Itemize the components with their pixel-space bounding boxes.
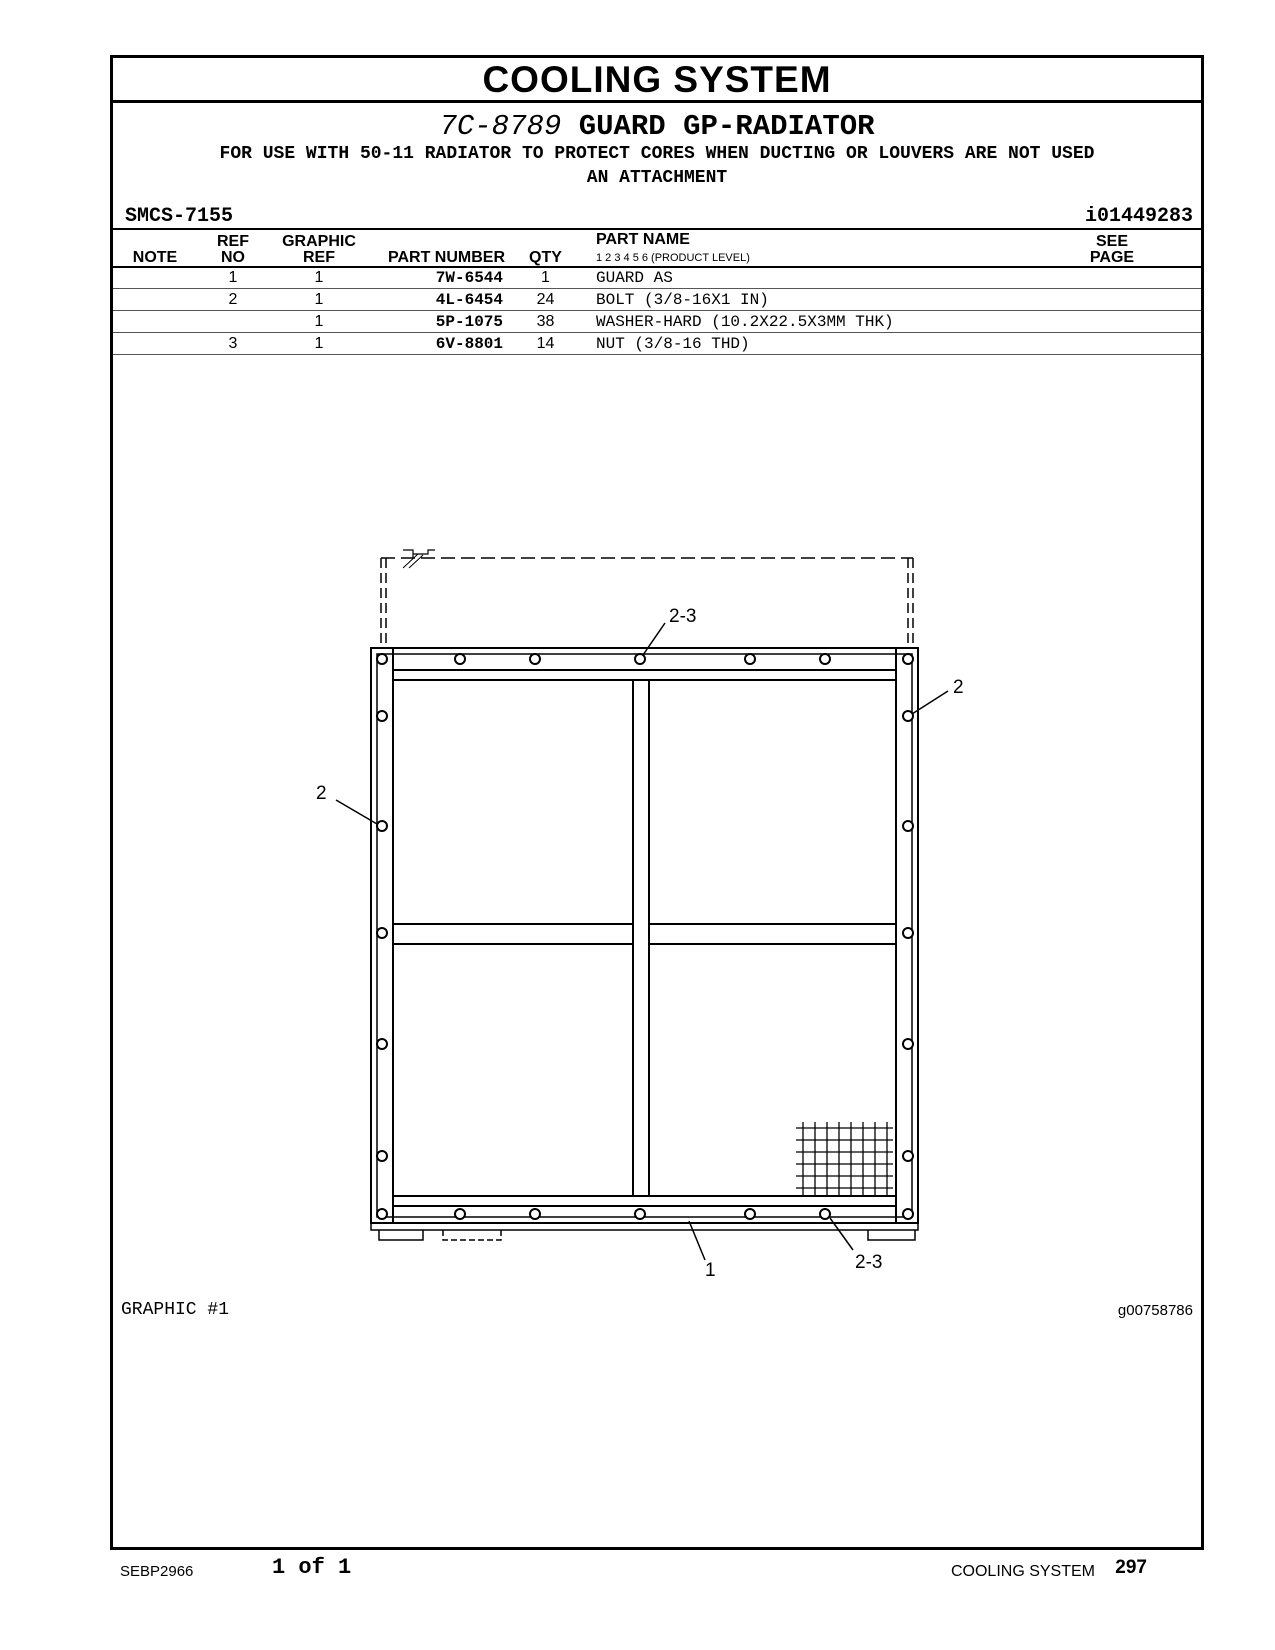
page-frame (110, 55, 1204, 1550)
row-part-number: 5P-1075 (435, 313, 503, 331)
graphic-label: GRAPHIC #1 (121, 1300, 230, 1320)
row-graphic-ref: 1 (314, 291, 324, 308)
footer-document-number: SEBP2966 (120, 1563, 194, 1580)
document-identifier: i01449283 (1084, 205, 1193, 228)
callout-guard-assembly: 1 (705, 1260, 716, 1281)
col-ref-no-bottom: NO (221, 249, 245, 266)
callout-right-bolt: 2 (953, 677, 964, 698)
part-heading-number: 7C-8789 (439, 110, 562, 143)
col-product-level: 1 2 3 4 5 6 (PRODUCT LEVEL) (596, 252, 750, 264)
footer-section-name: COOLING SYSTEM (950, 1563, 1095, 1580)
row-ref-no: 1 (228, 269, 238, 286)
col-part-name: PART NAME (596, 231, 690, 248)
col-see-page-top: SEE (1095, 233, 1128, 250)
row-qty: 14 (536, 335, 555, 352)
graphic-id: g00758786 (1117, 1302, 1193, 1319)
row-part-name: NUT (3/8-16 THD) (596, 335, 750, 353)
row-part-name: WASHER-HARD (10.2X22.5X3MM THK) (596, 313, 894, 331)
footer-page-count: 1 of 1 (272, 1555, 352, 1580)
col-note: NOTE (132, 249, 178, 266)
callout-bottom-bolt: 2-3 (855, 1252, 883, 1273)
part-heading-title: GUARD GP-RADIATOR (578, 110, 875, 143)
col-ref-no-top: REF (217, 233, 249, 250)
callout-left-bolt: 2 (316, 783, 327, 804)
row-part-name: BOLT (3/8-16X1 IN) (596, 291, 769, 309)
row-part-name: GUARD AS (596, 269, 673, 287)
col-qty: QTY (529, 249, 562, 266)
callout-top-bolt: 2-3 (669, 606, 697, 627)
row-qty: 24 (536, 291, 555, 308)
description-line-1: FOR USE WITH 50-11 RADIATOR TO PROTECT CORES WHEN DUCTING OR LOUVERS ARE NOT USED (219, 144, 1095, 164)
row-part-number: 6V-8801 (435, 335, 503, 353)
row-graphic-ref: 1 (314, 335, 324, 352)
row-qty: 38 (536, 313, 555, 330)
row-part-number: 4L-6454 (435, 291, 503, 309)
col-graphic-ref-bottom: REF (303, 249, 335, 266)
col-see-page-bottom: PAGE (1089, 249, 1135, 266)
footer-page-number: 297 (1115, 1557, 1147, 1578)
smcs-code: SMCS-7155 (125, 205, 234, 228)
row-ref-no: 2 (228, 291, 238, 308)
section-title: COOLING SYSTEM (482, 59, 832, 100)
col-graphic-ref-top: GRAPHIC (282, 233, 356, 250)
row-qty: 1 (541, 269, 550, 286)
col-part-number: PART NUMBER (387, 249, 505, 266)
row-ref-no: 3 (228, 335, 238, 352)
description-line-2: AN ATTACHMENT (586, 168, 728, 188)
row-part-number: 7W-6544 (435, 269, 503, 287)
row-graphic-ref: 1 (314, 269, 324, 286)
row-graphic-ref: 1 (314, 313, 324, 330)
radiator-guard-drawing (113, 58, 1201, 1298)
